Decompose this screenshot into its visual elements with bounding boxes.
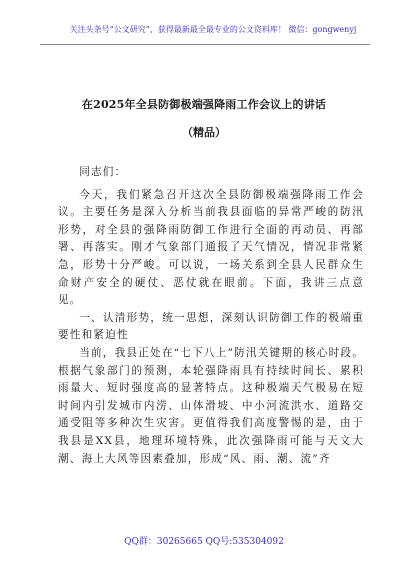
header-divider <box>40 44 370 45</box>
document-subtitle: （精品） <box>182 126 226 139</box>
promo-header: 关注头条号“公文研究”，获得最新最全最专业的公文资料库！ 微信：gongwenyj <box>69 25 357 34</box>
paragraph-situation: 当前，我县正处在“七下八上”防汛关键期的核心时段。根据气象部门的预测，本轮强降雨具有持续时间长、累积雨量大、短时强度高的显著特点。这种极端天气极易在短时间内引发城市内涝、山体滑坡、中小河流洪水、道路交通受阻等多种次生灾害。更值得我们高度警惕的是，由于我县是XX县，地理环境特殊，此次强降雨可能与天文大潮、海上大风等因素叠加，形成“风、雨、潮、流”齐 <box>58 346 364 465</box>
document-body <box>58 164 364 468</box>
section-heading: 一、认清形势，统一思想，深刻认识防御工作的极端重要性和紧迫性 <box>58 311 364 342</box>
greeting: 同志们： <box>79 166 127 178</box>
contact-footer: QQ群：30265665 QQ号:535304092 <box>124 537 284 547</box>
paragraph-intro: 今天，我们紧急召开这次全县防御极端强降雨工作会议。主要任务是深入分析当前我县面临的异常严峻的防汛形势，对全县的强降雨防御工作进行全面的再动员、再部署、再落实。刚才气象部门通报了天气情况，情况非常紧急，形势十分严峻。可以说，一场关系到全县人民群众生命财产安全的硬仗、恶仗就在眼前。下面，我讲三点意见。 <box>58 188 364 307</box>
document-title: 在2025年全县防御极端强降雨工作会议上的讲话 <box>81 98 327 111</box>
